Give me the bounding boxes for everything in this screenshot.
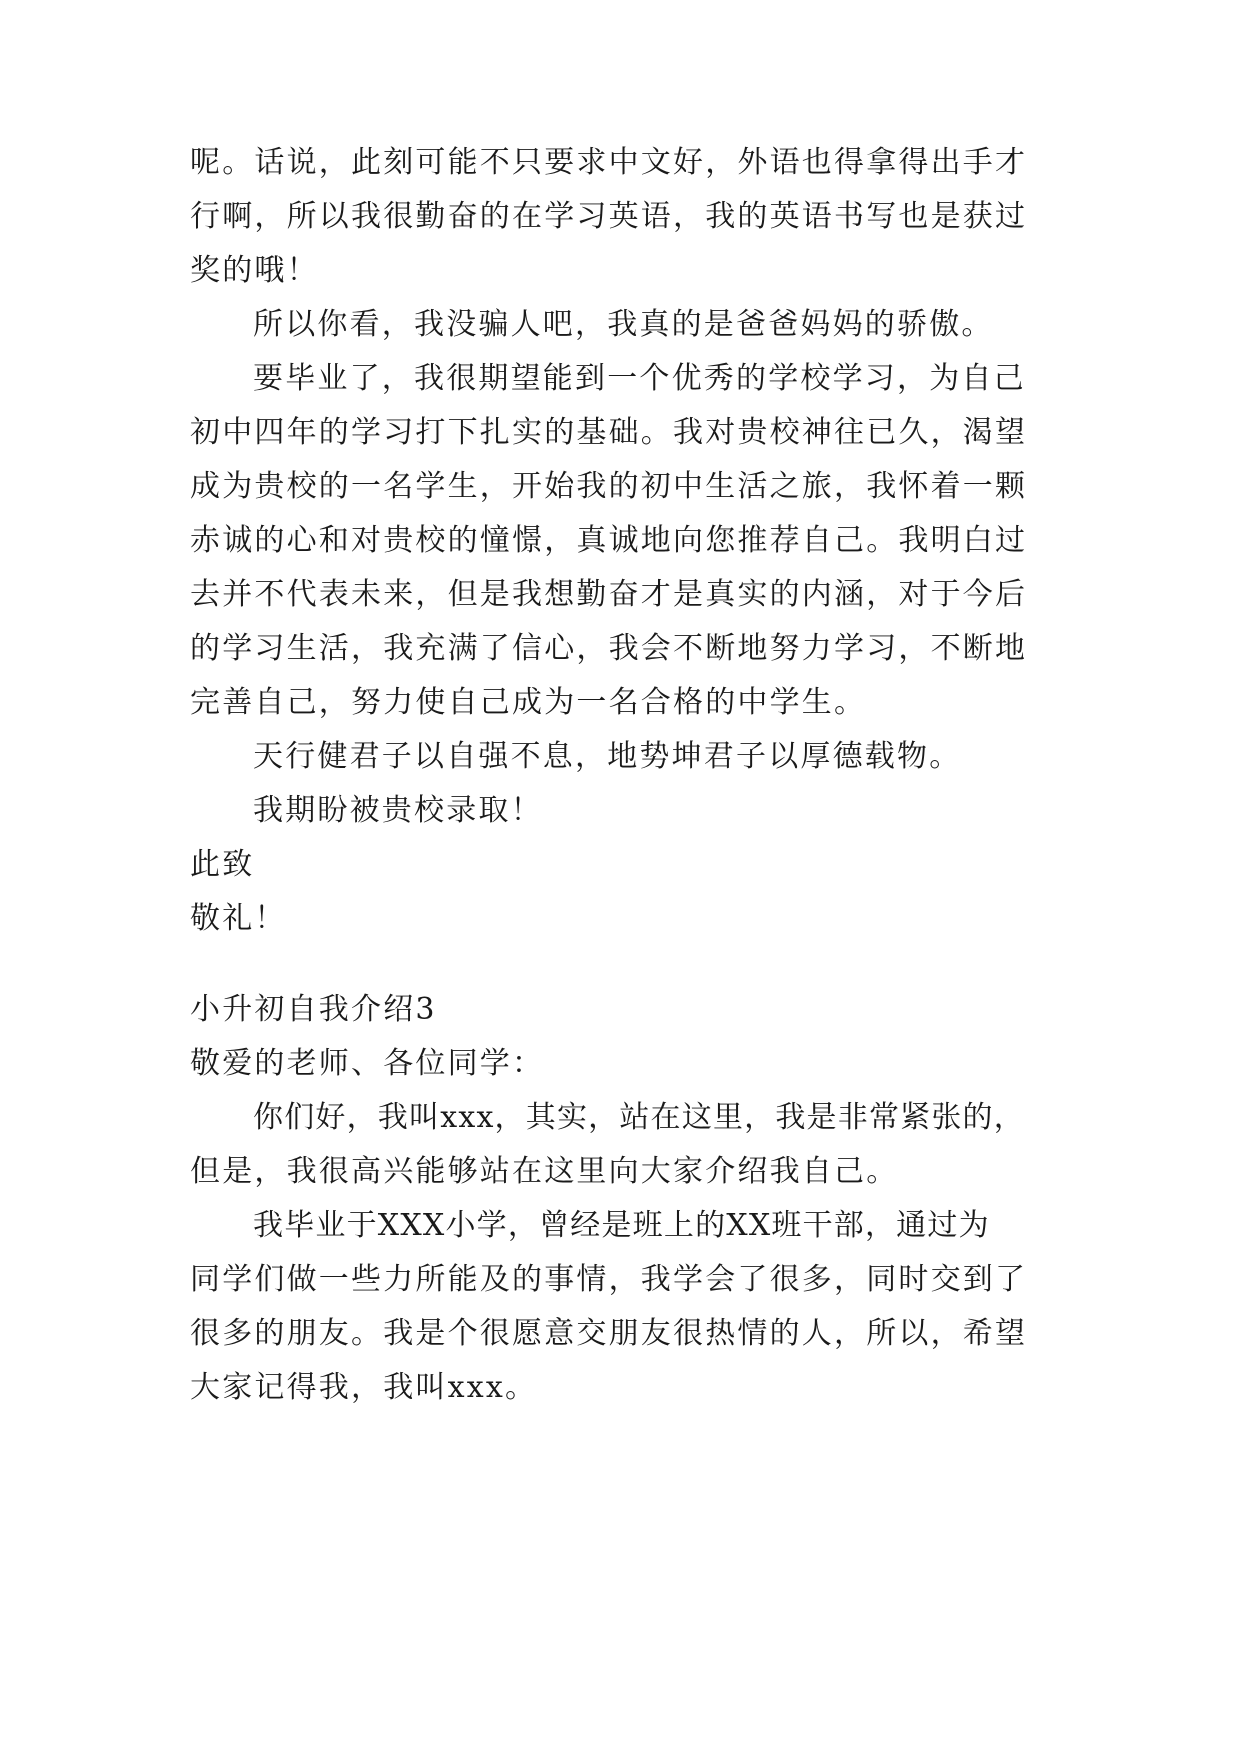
paragraph-line: 很多的朋友。我是个很愿意交朋友很热情的人，所以，希望 xyxy=(190,1316,1028,1351)
closing-line: 敬礼！ xyxy=(190,901,287,936)
paragraph-line: 完善自己，努力使自己成为一名合格的中学生。 xyxy=(190,685,867,720)
paragraph-line: 行啊，所以我很勤奋的在学习英语，我的英语书写也是获过 xyxy=(190,199,1028,234)
paragraph-line: 成为贵校的一名学生，开始我的初中生活之旅，我怀着一颗 xyxy=(190,469,1028,504)
paragraph-line: 初中四年的学习打下扎实的基础。我对贵校神往已久，渴望 xyxy=(190,415,1028,450)
paragraph-line: 赤诚的心和对贵校的憧憬，真诚地向您推荐自己。我明白过 xyxy=(190,523,1028,558)
paragraph-line: 我毕业于XXX小学，曾经是班上的XX班干部，通过为 xyxy=(253,1208,990,1243)
paragraph-line: 天行健君子以自强不息，地势坤君子以厚德载物。 xyxy=(253,739,962,774)
paragraph-line: 我期盼被贵校录取！ xyxy=(253,793,543,828)
paragraph-line: 呢。话说，此刻可能不只要求中文好，外语也得拿得出手才 xyxy=(190,145,1028,180)
paragraph-line: 但是，我很高兴能够站在这里向大家介绍我自己。 xyxy=(190,1154,899,1189)
paragraph-line: 的学习生活，我充满了信心，我会不断地努力学习，不断地 xyxy=(190,631,1028,666)
section-title: 小升初自我介绍3 xyxy=(190,992,437,1027)
paragraph-line: 所以你看，我没骗人吧，我真的是爸爸妈妈的骄傲。 xyxy=(253,307,994,342)
paragraph-line: 要毕业了，我很期望能到一个优秀的学校学习，为自己 xyxy=(253,361,1026,396)
paragraph-line: 奖的哦！ xyxy=(190,253,319,288)
paragraph-line: 大家记得我，我叫xxx。 xyxy=(190,1370,538,1405)
paragraph-line: 你们好，我叫xxx，其实，站在这里，我是非常紧张的， xyxy=(253,1100,1025,1135)
paragraph-line: 去并不代表未来，但是我想勤奋才是真实的内涵，对于今后 xyxy=(190,577,1028,612)
paragraph-line: 同学们做一些力所能及的事情，我学会了很多，同时交到了 xyxy=(190,1262,1028,1297)
salutation-line: 敬爱的老师、各位同学： xyxy=(190,1046,545,1081)
closing-line: 此致 xyxy=(190,847,255,882)
